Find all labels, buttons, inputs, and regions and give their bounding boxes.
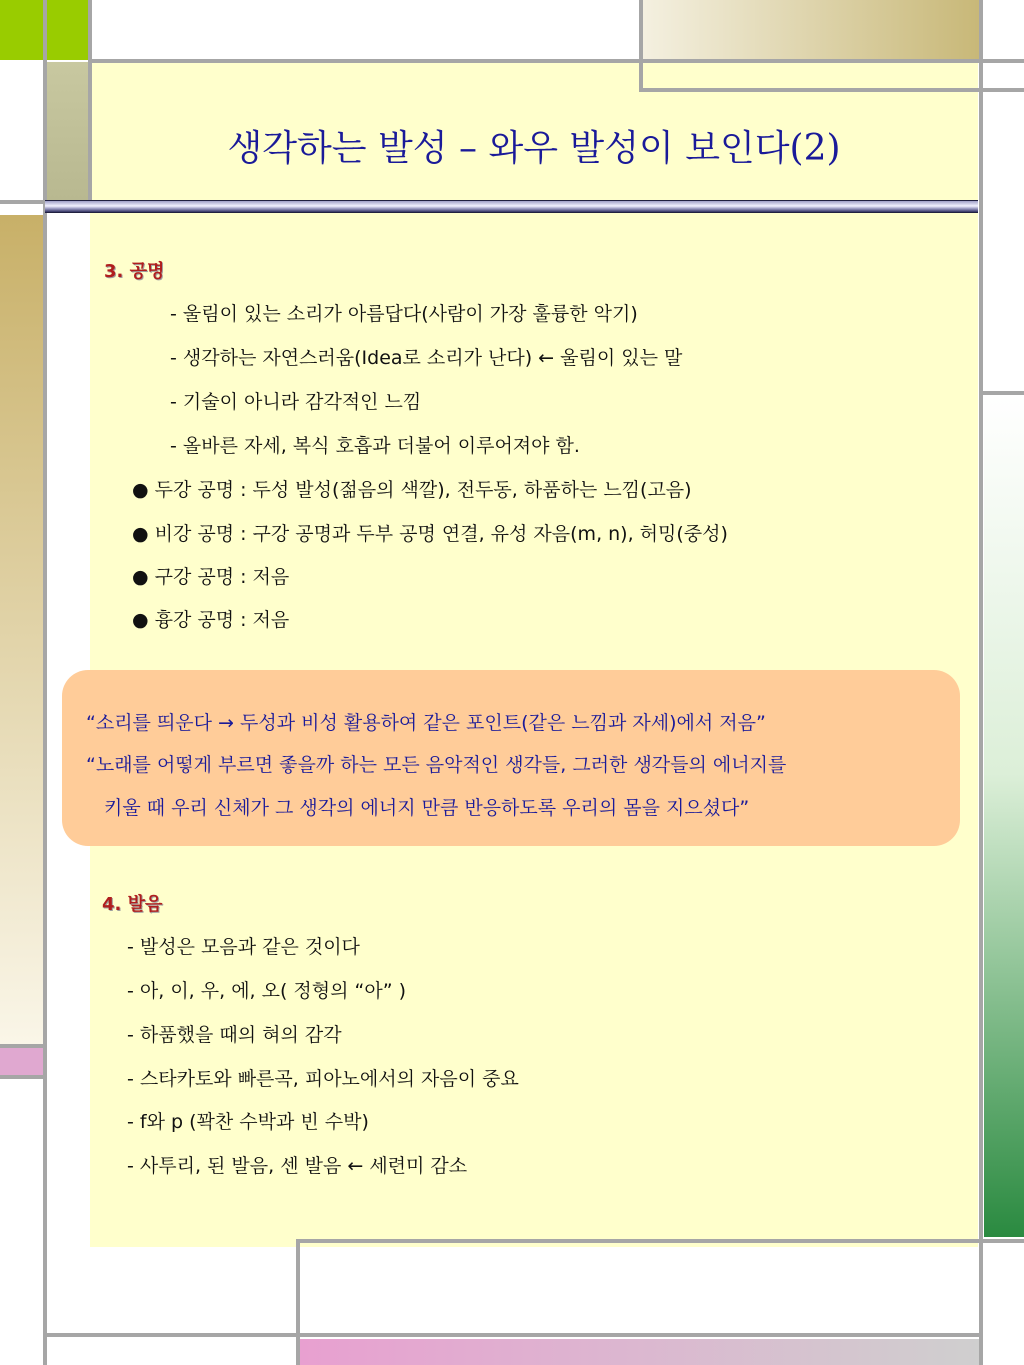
grid-line xyxy=(43,1333,983,1337)
list-item: - 스타카토와 빠른곡, 피아노에서의 자음이 중요 xyxy=(127,1068,519,1090)
slide-title: 생각하는 발성 – 와우 발성이 보인다(2) xyxy=(227,128,841,169)
title-divider xyxy=(45,200,978,213)
list-item: - 아, 이, 우, 에, 오( 정형의 “아” ) xyxy=(127,980,407,1002)
list-item: - 사투리, 된 발음, 센 발음 ← 세련미 감소 xyxy=(127,1155,468,1177)
pink-bottom-gradient-block xyxy=(300,1339,980,1365)
tan-left-strip xyxy=(47,62,88,202)
quote-line: “노래를 어떻게 부르면 좋을까 하는 모든 음악적인 생각들, 그러한 생각들의 에너지를 xyxy=(86,754,787,776)
list-item: - 생각하는 자연스러움(Idea로 소리가 난다) ← 울림이 있는 말 xyxy=(170,347,683,369)
list-item: - f와 p (꽉찬 수박과 빈 수박) xyxy=(127,1111,369,1133)
bullet-item: ● 두강 공명 : 두성 발성(젊음의 색깔), 전두동, 하품하는 느낌(고음) xyxy=(132,479,692,501)
pink-left-block xyxy=(0,1048,43,1076)
quote-line: “소리를 띄운다 → 두성과 비성 활용하여 같은 포인트(같은 느낌과 자세)에서 저음” xyxy=(86,712,766,734)
list-item: - 발성은 모음과 같은 것이다 xyxy=(127,936,360,958)
list-item: - 기술이 아니라 감각적인 느낌 xyxy=(170,391,422,413)
bullet-item: ● 흉강 공명 : 저음 xyxy=(132,609,290,631)
grid-line xyxy=(88,0,92,202)
tan-left-gradient-block xyxy=(0,215,43,1045)
green-right-gradient-block xyxy=(984,395,1024,1237)
grid-line xyxy=(639,0,643,90)
grid-line xyxy=(296,1239,1024,1243)
grid-line xyxy=(0,1075,46,1079)
list-item: - 하품했을 때의 혀의 감각 xyxy=(127,1024,342,1046)
bullet-item: ● 구강 공명 : 저음 xyxy=(132,566,290,588)
quote-line: 키울 때 우리 신체가 그 생각의 에너지 만큼 반응하도록 우리의 몸을 지으셨다” xyxy=(104,797,750,819)
list-item: - 올바른 자세, 복식 호흡과 더불어 이루어져야 함. xyxy=(170,435,580,457)
grid-line xyxy=(639,88,1024,92)
grid-line xyxy=(88,59,1024,63)
section-heading-resonance: 3. 공명 xyxy=(104,261,165,282)
bullet-item: ● 비강 공명 : 구강 공명과 두부 공명 연결, 유성 자음(m, n), 허밍(중성) xyxy=(132,523,728,545)
grid-line xyxy=(0,1044,46,1048)
list-item: - 울림이 있는 소리가 아름답다(사람이 가장 훌륭한 악기) xyxy=(170,303,638,325)
grid-line xyxy=(979,391,1024,395)
grid-line xyxy=(296,1241,300,1365)
grid-line xyxy=(0,200,46,204)
grid-line xyxy=(979,0,983,1365)
section-heading-pronunciation: 4. 발음 xyxy=(102,894,163,915)
tan-top-right-block xyxy=(643,0,979,60)
